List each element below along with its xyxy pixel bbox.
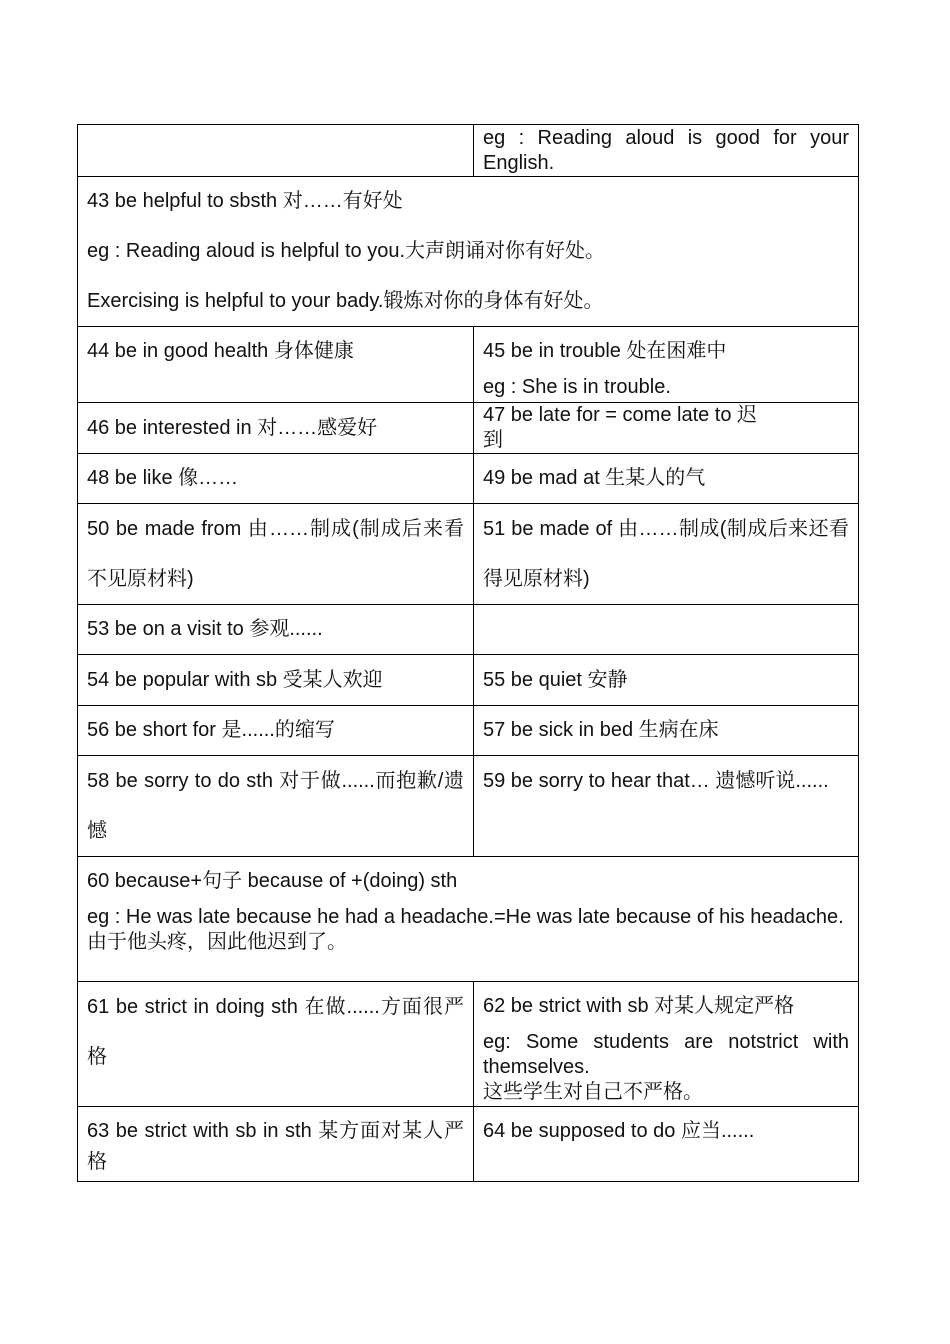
phrase-entry: 48 be like 像…… (87, 467, 239, 489)
table-row (78, 125, 859, 177)
table-cell (78, 1107, 474, 1182)
table-cell (78, 504, 474, 605)
phrase-entry: 46 be interested in 对……感爱好 (87, 416, 378, 439)
table-row (78, 504, 859, 605)
example-text: 这些学生对自己不严格。 (483, 1081, 703, 1103)
table-cell (78, 327, 474, 403)
table-cell (474, 403, 859, 454)
phrase-entry: 57 be sick in bed 生病在床 (483, 719, 719, 741)
table-cell (78, 403, 474, 454)
table-row (78, 655, 859, 706)
table-cell (78, 454, 474, 504)
table-cell (78, 756, 474, 857)
example-text: eg : He was late because he had a headache.=He was late because of his headache. (87, 906, 844, 928)
phrase-entry: 55 be quiet 安静 (483, 668, 628, 691)
table-row (78, 605, 859, 655)
table-row (78, 706, 859, 756)
phrase-entry: 51 be made of 由……制成(制成后来还看得见原材料) (483, 518, 849, 590)
table-cell (78, 605, 474, 655)
table-row (78, 454, 859, 504)
table-row (78, 327, 859, 403)
table-cell (78, 857, 859, 982)
table-cell (474, 756, 859, 857)
table-cell (78, 125, 474, 177)
phrase-entry: 64 be supposed to do 应当...... (483, 1120, 755, 1142)
phrase-entry: 56 be short for 是......的缩写 (87, 719, 335, 741)
example-text: eg: Some students are notstrict with themselves. (483, 1031, 849, 1078)
table-row (78, 756, 859, 857)
phrase-entry: 44 be in good health 身体健康 (87, 340, 354, 362)
phrase-entry: 47 be late for = come late to 迟到 (483, 404, 758, 451)
phrase-entry: 63 be strict with sb in sth 某方面对某人严格 (87, 1120, 464, 1173)
example-text: 由于他头疼，因此他迟到了。 (87, 931, 347, 953)
table-cell (78, 655, 474, 706)
phrase-entry: 53 be on a visit to 参观...... (87, 618, 323, 640)
example-text: eg : She is in trouble. (483, 376, 671, 398)
phrase-entry: 43 be helpful to sbsth 对……有好处 (87, 190, 403, 212)
example-text: Exercising is helpful to your bady.锻炼对你的身体有好处。 (87, 290, 604, 312)
phrase-entry: 49 be mad at 生某人的气 (483, 467, 706, 489)
phrase-entry: 58 be sorry to do sth 对于做......而抱歉/遗憾 (87, 770, 464, 842)
phrase-entry: 54 be popular with sb 受某人欢迎 (87, 668, 383, 691)
table-row (78, 1107, 859, 1182)
table-cell (474, 1107, 859, 1182)
table-cell (474, 327, 859, 403)
table-cell (474, 605, 859, 655)
table-cell (474, 982, 859, 1107)
phrase-entry: 60 because+句子 because of +(doing) sth (87, 870, 458, 892)
table-cell (474, 504, 859, 605)
example-text: eg : Reading aloud is helpful to you.大声朗诵对你有好处。 (87, 240, 605, 262)
table-cell (474, 454, 859, 504)
vocabulary-table (77, 124, 859, 1182)
table-cell (78, 706, 474, 756)
table-row (78, 982, 859, 1107)
phrase-entry: 50 be made from 由……制成(制成后来看不见原材料) (87, 518, 464, 590)
table-row (78, 857, 859, 982)
example-text: eg : Reading aloud is good for your English. (483, 127, 849, 174)
phrase-entry: 45 be in trouble 处在困难中 (483, 340, 727, 362)
phrase-entry: 61 be strict in doing sth 在做......方面很严格 (87, 996, 464, 1068)
table-row (78, 177, 859, 327)
phrase-entry: 59 be sorry to hear that… 遗憾听说...... (483, 770, 829, 792)
table-cell (474, 706, 859, 756)
phrase-entry: 62 be strict with sb 对某人规定严格 (483, 995, 795, 1017)
table-cell (474, 655, 859, 706)
table-cell (474, 125, 859, 177)
table-row (78, 403, 859, 454)
table-cell (78, 982, 474, 1107)
table-cell (78, 177, 859, 327)
